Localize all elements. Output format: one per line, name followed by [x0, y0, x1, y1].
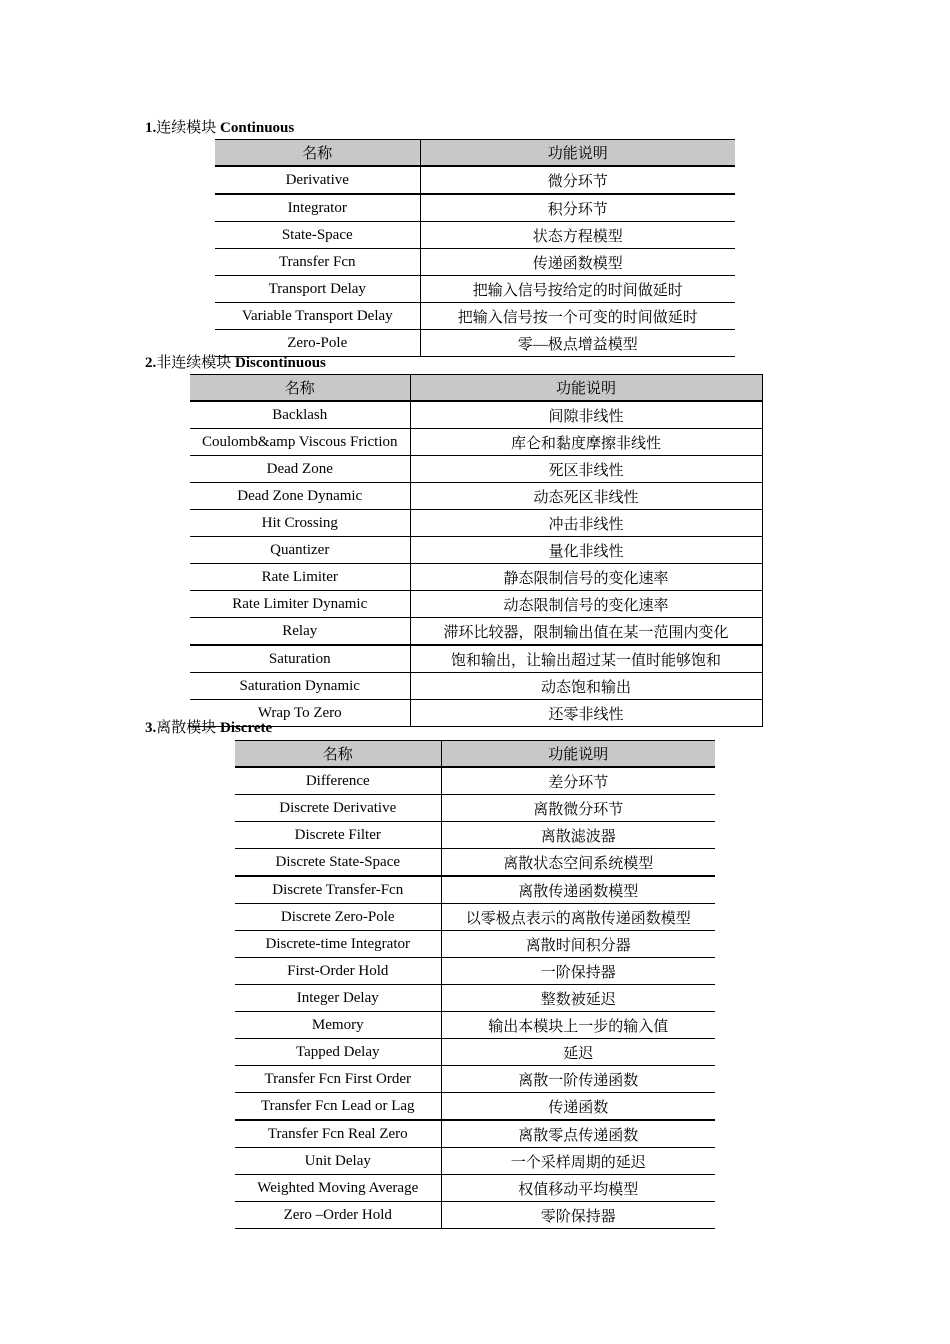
table-row	[215, 194, 735, 222]
block-name-cell: Discrete Zero-Pole	[235, 904, 441, 931]
block-name-cell: Weighted Moving Average	[235, 1175, 441, 1202]
block-name-cell: Tapped Delay	[235, 1039, 441, 1066]
table-row	[235, 1012, 715, 1039]
table-row	[190, 591, 762, 618]
table-row	[190, 618, 762, 646]
block-description-cell: 离散状态空间系统模型	[441, 849, 715, 877]
block-description-cell: 动态限制信号的变化速率	[410, 591, 762, 618]
block-description-cell: 零—极点增益模型	[420, 330, 735, 357]
block-description-cell: 离散传递函数模型	[441, 876, 715, 904]
table-row	[215, 222, 735, 249]
table-header-row	[215, 140, 735, 167]
block-description-cell: 动态死区非线性	[410, 483, 762, 510]
block-description-cell: 一阶保持器	[441, 958, 715, 985]
block-description-cell: 延迟	[441, 1039, 715, 1066]
block-name-cell: Hit Crossing	[190, 510, 410, 537]
block-name-cell: Quantizer	[190, 537, 410, 564]
section-title-en: Discrete	[220, 720, 273, 736]
block-description-cell: 差分环节	[441, 767, 715, 795]
block-name-cell: Transport Delay	[215, 276, 420, 303]
table-discontinuous	[190, 374, 763, 727]
table-row	[235, 1202, 715, 1229]
section-heading-discontinuous	[145, 354, 326, 372]
table-continuous	[215, 139, 735, 357]
block-name-cell: Discrete Filter	[235, 822, 441, 849]
table-row	[215, 249, 735, 276]
block-name-cell: Difference	[235, 767, 441, 795]
table-row	[235, 985, 715, 1012]
block-description-cell: 输出本模块上一步的输入值	[441, 1012, 715, 1039]
block-name-cell: Discrete-time Integrator	[235, 931, 441, 958]
block-description-cell: 状态方程模型	[420, 222, 735, 249]
block-description-cell: 离散零点传递函数	[441, 1120, 715, 1148]
block-name-cell: Integer Delay	[235, 985, 441, 1012]
table-row	[215, 276, 735, 303]
column-header-name: 名称	[190, 375, 410, 402]
block-name-cell: Backlash	[190, 401, 410, 429]
block-name-cell: Dead Zone Dynamic	[190, 483, 410, 510]
block-name-cell: Coulomb&amp Viscous Friction	[190, 429, 410, 456]
block-name-cell: Variable Transport Delay	[215, 303, 420, 330]
section-title-en: Discontinuous	[235, 355, 326, 371]
block-description-cell: 滞环比较器，限制输出值在某一范围内变化	[410, 618, 762, 646]
table-row	[235, 849, 715, 877]
section-title-cn: 连续模块	[156, 120, 217, 136]
block-name-cell: Zero –Order Hold	[235, 1202, 441, 1229]
table-row	[235, 904, 715, 931]
block-description-cell: 微分环节	[420, 166, 735, 194]
block-description-cell: 离散一阶传递函数	[441, 1066, 715, 1093]
table-row	[190, 564, 762, 591]
block-description-cell: 死区非线性	[410, 456, 762, 483]
column-header-name: 名称	[235, 741, 441, 768]
block-description-cell: 库仑和黏度摩擦非线性	[410, 429, 762, 456]
block-name-cell: State-Space	[215, 222, 420, 249]
block-description-cell: 离散滤波器	[441, 822, 715, 849]
table-row	[190, 483, 762, 510]
block-name-cell: Memory	[235, 1012, 441, 1039]
block-description-cell: 静态限制信号的变化速率	[410, 564, 762, 591]
block-name-cell: Zero-Pole	[215, 330, 420, 357]
table-row	[190, 537, 762, 564]
block-description-cell: 传递函数	[441, 1093, 715, 1121]
section-number: 3.	[145, 720, 157, 736]
block-name-cell: Discrete Transfer-Fcn	[235, 876, 441, 904]
block-name-cell: Transfer Fcn Lead or Lag	[235, 1093, 441, 1121]
block-description-cell: 传递函数模型	[420, 249, 735, 276]
table-row	[215, 166, 735, 194]
table-row	[235, 931, 715, 958]
block-description-cell: 离散时间积分器	[441, 931, 715, 958]
block-name-cell: Dead Zone	[190, 456, 410, 483]
block-name-cell: Derivative	[215, 166, 420, 194]
block-name-cell: Integrator	[215, 194, 420, 222]
block-name-cell: Discrete State-Space	[235, 849, 441, 877]
block-description-cell: 零阶保持器	[441, 1202, 715, 1229]
block-description-cell: 动态饱和输出	[410, 673, 762, 700]
section-title-en: Continuous	[220, 120, 295, 136]
block-name-cell: Transfer Fcn First Order	[235, 1066, 441, 1093]
table-row	[235, 1175, 715, 1202]
table-row	[235, 1120, 715, 1148]
table-row	[235, 1066, 715, 1093]
block-description-cell: 权值移动平均模型	[441, 1175, 715, 1202]
column-header-description: 功能说明	[420, 140, 735, 167]
block-name-cell: Wrap To Zero	[190, 700, 410, 727]
block-description-cell: 积分环节	[420, 194, 735, 222]
section-title-cn: 非连续模块	[156, 355, 232, 371]
table-row	[190, 401, 762, 429]
table-row	[235, 795, 715, 822]
block-name-cell: Rate Limiter	[190, 564, 410, 591]
block-description-cell: 把输入信号按给定的时间做延时	[420, 276, 735, 303]
table-row	[235, 1148, 715, 1175]
table-row	[235, 958, 715, 985]
section-heading-continuous	[145, 119, 294, 137]
block-name-cell: Saturation Dynamic	[190, 673, 410, 700]
table-row	[235, 876, 715, 904]
block-description-cell: 以零极点表示的离散传递函数模型	[441, 904, 715, 931]
block-name-cell: Transfer Fcn Real Zero	[235, 1120, 441, 1148]
table-row	[190, 645, 762, 673]
block-description-cell: 把输入信号按一个可变的时间做延时	[420, 303, 735, 330]
table-header-row	[235, 741, 715, 768]
block-name-cell: First-Order Hold	[235, 958, 441, 985]
block-name-cell: Transfer Fcn	[215, 249, 420, 276]
column-header-name: 名称	[215, 140, 420, 167]
column-header-description: 功能说明	[441, 741, 715, 768]
table-row	[190, 673, 762, 700]
table-row	[235, 1039, 715, 1066]
block-description-cell: 离散微分环节	[441, 795, 715, 822]
table-row	[235, 767, 715, 795]
block-description-cell: 量化非线性	[410, 537, 762, 564]
block-name-cell: Saturation	[190, 645, 410, 673]
table-row	[190, 510, 762, 537]
block-name-cell: Discrete Derivative	[235, 795, 441, 822]
table-row	[190, 456, 762, 483]
table-row	[235, 1093, 715, 1121]
block-description-cell: 冲击非线性	[410, 510, 762, 537]
block-name-cell: Unit Delay	[235, 1148, 441, 1175]
block-description-cell: 还零非线性	[410, 700, 762, 727]
table-row	[235, 822, 715, 849]
table-row	[215, 303, 735, 330]
section-number: 1.	[145, 120, 157, 136]
section-title-cn: 离散模块	[156, 720, 217, 736]
section-number: 2.	[145, 355, 157, 371]
table-header-row	[190, 375, 762, 402]
table-discrete	[235, 740, 715, 1229]
column-header-description: 功能说明	[410, 375, 762, 402]
block-description-cell: 饱和输出，让输出超过某一值时能够饱和	[410, 645, 762, 673]
table-row	[190, 429, 762, 456]
table-row	[190, 700, 762, 727]
block-name-cell: Relay	[190, 618, 410, 646]
block-name-cell: Rate Limiter Dynamic	[190, 591, 410, 618]
block-description-cell: 间隙非线性	[410, 401, 762, 429]
section-heading-discrete	[145, 719, 272, 737]
block-description-cell: 整数被延迟	[441, 985, 715, 1012]
table-row	[215, 330, 735, 357]
block-description-cell: 一个采样周期的延迟	[441, 1148, 715, 1175]
